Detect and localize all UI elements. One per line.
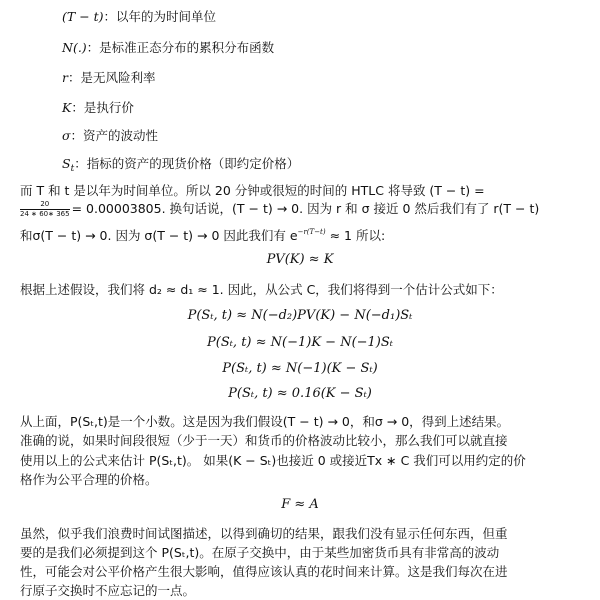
equation-3: P(Sₜ, t) ≈ N(−1)(K − Sₜ) bbox=[222, 361, 378, 376]
symbol: σ bbox=[62, 128, 71, 143]
para3-line3: 使用以上的公式来估计 P(Sₜ,t)。 如果(K − Sₜ)也接近 0 或接近Tx ∗ C 我们可以用约定的价 bbox=[20, 453, 526, 468]
definition-spot bbox=[62, 155, 299, 178]
para4-line1: 虽然，似乎我们浪费时间试图描述，以得到确切的结果，跟我们没有显示任何东西，但重 bbox=[20, 526, 508, 541]
para3-line2: 准确的说，如果时间段很短（少于一天）和货币的价格波动比较小，那么我们可以就直接 bbox=[20, 433, 508, 448]
description: ：资产的波动性 bbox=[70, 128, 159, 143]
para1-line3-text-a: 和σ(T − t) → 0. 因为 σ(T − t) → 0 因此我们有 e bbox=[20, 228, 298, 243]
para2: 根据上述假设，我们将 d₂ ≈ d₁ ≈ 1. 因此，从公式 C，我们将得到一个估计公式如下： bbox=[20, 282, 503, 297]
definition-cdf bbox=[62, 39, 274, 56]
definition-volatility bbox=[62, 127, 158, 144]
equation-2: P(Sₜ, t) ≈ N(−1)K − N(−1)Sₜ bbox=[207, 335, 393, 350]
equation-pv: PV(K) ≈ K bbox=[266, 252, 334, 267]
description: ：是执行价 bbox=[71, 100, 134, 115]
equation-fa: F ≈ A bbox=[281, 497, 319, 512]
para4-line3: 性，可能会对公平价格产生很大影响，值得应该认真的花时间来计算。这是我们每次在进 bbox=[20, 564, 508, 579]
symbol: (T − t) bbox=[62, 9, 104, 24]
para3-line4: 格作为公平合理的价格。 bbox=[20, 472, 158, 487]
para1-line3-text-b: ≈ 1 所以: bbox=[325, 228, 386, 243]
para1-line2-text: = 0.00003805. 换句话说，(T − t) → 0. 因为 r 和 σ 接近 0 然后我们有了 r(T − t) bbox=[71, 201, 540, 216]
description: ：是标准正态分布的累积分布函数 bbox=[86, 40, 275, 55]
fraction-numerator: 20 bbox=[20, 200, 70, 210]
symbol: r bbox=[62, 70, 68, 85]
description: ：是无风险利率 bbox=[67, 70, 156, 85]
definition-time bbox=[62, 8, 216, 25]
equation-1: P(Sₜ, t) ≈ N(−d₂)PV(K) − N(−d₁)Sₜ bbox=[187, 308, 413, 323]
para1-line3 bbox=[20, 224, 385, 244]
definition-rate bbox=[62, 69, 156, 86]
symbol-subscript: t bbox=[70, 164, 75, 174]
description: ：指标的资产的现货价格（即约定价格） bbox=[74, 156, 300, 171]
definition-strike bbox=[62, 99, 134, 116]
symbol: S bbox=[62, 156, 71, 171]
para4-line4: 行原子交换时不应忘记的一点。 bbox=[20, 583, 196, 598]
symbol: K bbox=[62, 100, 72, 115]
para1-line1: 而 T 和 t 是以年为时间单位。所以 20 分钟或很短的时间的 HTLC 将导致 (T − t) = bbox=[20, 183, 485, 198]
fraction bbox=[20, 200, 70, 219]
para1-line2 bbox=[20, 200, 539, 219]
symbol: N(.) bbox=[62, 40, 87, 55]
para3-line1: 从上面，P(Sₜ,t)是一个小数。这是因为我们假设(T − t) → 0，和σ → 0，得到上述结果。 bbox=[20, 414, 510, 429]
fraction-denominator: 24 ∗ 60∗ 365 bbox=[20, 210, 70, 218]
equation-4: P(Sₜ, t) ≈ 0.16(K − Sₜ) bbox=[228, 386, 372, 401]
description: ：以年的为时间单位 bbox=[103, 9, 217, 24]
para4-line2: 要的是我们必须提到这个 P(Sₜ,t)。在原子交换中，由于某些加密货币具有非常高的波动 bbox=[20, 545, 500, 560]
exponent: −r(T−t) bbox=[297, 228, 326, 236]
